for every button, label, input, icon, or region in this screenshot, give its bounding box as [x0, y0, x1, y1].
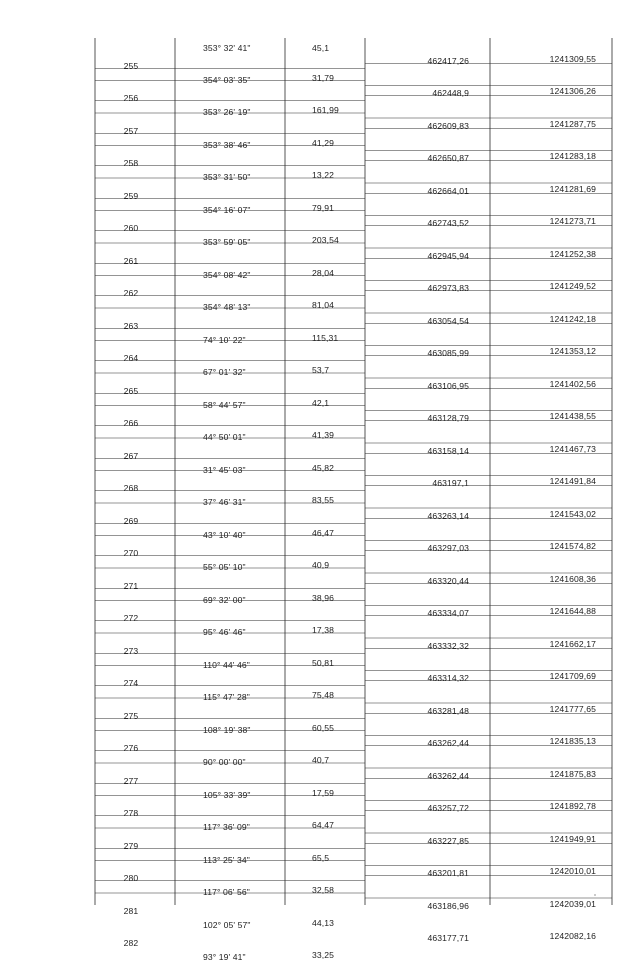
segment-angle: 93° 19' 41": [203, 952, 246, 962]
coord-x: 463263,14: [427, 510, 469, 521]
coord-x: 463262,44: [427, 770, 469, 781]
coord-y: 1241283,18: [549, 151, 596, 161]
point-number: 281: [123, 905, 139, 916]
coord-x: 463177,71: [427, 933, 469, 943]
point-number: 271: [123, 580, 139, 591]
coord-y: 1242039,01: [549, 898, 596, 909]
coord-y: 1241949,91: [549, 833, 596, 844]
coord-x: 463197,1: [432, 478, 469, 488]
segment-length: 41,39: [312, 430, 335, 440]
point-number: 260: [123, 223, 139, 233]
point-number: 276: [123, 743, 139, 753]
point-number: 259: [123, 190, 139, 201]
segment-angle: 95° 46' 46": [203, 627, 246, 637]
coord-x: 463054,54: [427, 315, 469, 326]
coord-x: 463257,72: [427, 803, 469, 813]
segment-length: 79,91: [312, 202, 335, 213]
coord-x: 463186,96: [427, 900, 469, 911]
segment-angle: 353° 26' 19": [203, 107, 251, 117]
segment-length: 45,82: [312, 462, 335, 473]
coord-y: 1241709,69: [549, 671, 596, 681]
coord-y: 1241353,12: [549, 346, 596, 356]
point-number: 269: [123, 515, 139, 526]
coord-x: 463297,03: [427, 543, 469, 553]
point-number: 258: [123, 158, 139, 168]
point-number: 280: [123, 873, 139, 883]
segment-length: 53,7: [312, 365, 330, 375]
point-number: 275: [123, 710, 139, 721]
segment-length: 42,1: [312, 397, 330, 408]
segment-angle: 353° 31' 50": [203, 172, 251, 182]
segment-angle: 353° 38' 46": [203, 139, 251, 150]
coord-y: 1241281,69: [549, 183, 596, 194]
segment-angle: 69° 32' 00": [203, 594, 246, 605]
coord-x: 462743,52: [427, 218, 469, 228]
segment-angle: 113° 25' 34": [203, 854, 250, 865]
point-number: 277: [123, 775, 139, 786]
coord-y: 1241273,71: [549, 216, 596, 226]
segment-angle: 354° 48' 13": [203, 302, 251, 312]
coord-y: 1241777,65: [549, 703, 596, 714]
coord-x: 463227,85: [427, 835, 469, 846]
coord-x: 463106,95: [427, 380, 469, 391]
segment-length: 115,31: [312, 332, 339, 343]
segment-length: 44,13: [312, 917, 335, 928]
coord-y: 1241402,56: [549, 378, 596, 389]
coord-y: 1241875,83: [549, 768, 596, 779]
segment-angle: 31° 45' 03": [203, 464, 246, 475]
coord-x: 463128,79: [427, 413, 469, 423]
coord-x: 462609,83: [427, 120, 469, 131]
coord-x: 463314,32: [427, 673, 469, 683]
point-number: 267: [123, 450, 139, 461]
segment-length: 41,29: [312, 137, 335, 148]
coord-x: 463201,81: [427, 868, 469, 878]
segment-angle: 44° 50' 01": [203, 432, 246, 442]
coord-y: 1241543,02: [549, 508, 596, 519]
coord-y: 1242010,01: [549, 866, 596, 876]
coord-x: 462417,26: [427, 55, 469, 66]
segment-length: 65,5: [312, 852, 330, 863]
segment-length: 60,55: [312, 722, 335, 733]
coord-y: 1241249,52: [549, 281, 596, 291]
segment-length: 83,55: [312, 495, 335, 505]
segment-length: 33,25: [312, 950, 335, 960]
point-number: 272: [123, 613, 139, 623]
segment-length: 13,22: [312, 170, 335, 180]
point-number: 261: [123, 255, 139, 266]
segment-angle: 108° 19' 38": [203, 724, 251, 735]
segment-length: 17,38: [312, 625, 335, 635]
segment-angle: 74° 10' 22": [203, 334, 246, 345]
page-speck: [594, 894, 596, 896]
segment-angle: 37° 46' 31": [203, 497, 246, 507]
segment-angle: 67° 01' 32": [203, 367, 246, 377]
segment-length: 28,04: [312, 267, 335, 278]
coord-y: 1241309,55: [549, 53, 596, 64]
coord-x: 463332,32: [427, 640, 469, 651]
coord-y: 1241287,75: [549, 118, 596, 129]
segment-angle: 354° 08' 42": [203, 269, 251, 280]
coord-x: 463085,99: [427, 348, 469, 358]
coord-y: 1241491,84: [549, 476, 596, 486]
point-number: 274: [123, 678, 139, 688]
segment-angle: 354° 16' 07": [203, 204, 251, 215]
coord-x: 463262,44: [427, 738, 469, 748]
point-number: 282: [123, 938, 139, 948]
point-number: 265: [123, 385, 139, 396]
coord-y: 1242082,16: [549, 931, 596, 941]
coord-y: 1241644,88: [549, 606, 596, 616]
segment-angle: 105° 33' 39": [203, 789, 251, 800]
segment-length: 203,54: [312, 235, 339, 245]
segment-angle: 354° 03' 35": [203, 74, 251, 85]
coord-x: 462664,01: [427, 185, 469, 196]
point-number: 266: [123, 418, 139, 428]
coord-y: 1241892,78: [549, 801, 596, 811]
coord-x: 462650,87: [427, 153, 469, 163]
segment-length: 32,58: [312, 885, 335, 895]
coord-y: 1241574,82: [549, 541, 596, 551]
coord-y: 1241306,26: [549, 86, 596, 96]
coord-y: 1241608,36: [549, 573, 596, 584]
coord-y: 1241662,17: [549, 638, 596, 649]
point-number: 273: [123, 645, 139, 656]
coord-x: 462945,94: [427, 250, 469, 261]
segment-length: 50,81: [312, 657, 335, 668]
coord-x: 462973,83: [427, 283, 469, 293]
point-number: 256: [123, 93, 139, 103]
point-number: 257: [123, 125, 139, 136]
segment-length: 40,9: [312, 560, 330, 570]
segment-length: 45,1: [312, 43, 330, 53]
segment-length: 17,59: [312, 787, 335, 798]
segment-angle: 90° 00' 00": [203, 757, 246, 767]
coord-y: 1241467,73: [549, 443, 596, 454]
coord-x: 463320,44: [427, 575, 469, 586]
segment-length: 38,96: [312, 592, 335, 603]
coord-x: 463158,14: [427, 445, 469, 456]
segment-length: 81,04: [312, 300, 335, 310]
point-number: 278: [123, 808, 139, 818]
segment-angle: 43° 10' 40": [203, 529, 246, 540]
point-number: 263: [123, 320, 139, 331]
segment-angle: 115° 47' 28": [203, 692, 250, 702]
segment-angle: 353° 32' 41": [203, 43, 251, 53]
point-number: 264: [123, 353, 139, 363]
coord-y: 1241252,38: [549, 248, 596, 259]
point-number: 255: [123, 60, 139, 71]
segment-length: 64,47: [312, 820, 335, 830]
segment-length: 40,7: [312, 755, 330, 765]
point-number: 279: [123, 840, 139, 851]
point-number: 262: [123, 288, 139, 298]
segment-angle: 110° 44' 46": [203, 659, 250, 670]
segment-length: 161,99: [312, 105, 339, 115]
segment-length: 46,47: [312, 527, 335, 538]
coord-x: 463334,07: [427, 608, 469, 618]
coord-y: 1241835,13: [549, 736, 596, 746]
coord-x: 463281,48: [427, 705, 469, 716]
point-number: 270: [123, 548, 139, 558]
segment-length: 31,79: [312, 72, 335, 83]
segment-angle: 55° 05' 10": [203, 562, 246, 572]
coord-x: 462448,9: [432, 88, 469, 98]
segment-angle: 117° 36' 09": [203, 822, 250, 832]
segment-angle: 58° 44' 57": [203, 399, 246, 410]
coord-y: 1241438,55: [549, 411, 596, 421]
segment-angle: 117° 06' 56": [203, 887, 250, 897]
coord-y: 1241242,18: [549, 313, 596, 324]
point-number: 268: [123, 483, 139, 493]
segment-length: 75,48: [312, 690, 335, 700]
segment-angle: 102° 05' 57": [203, 919, 251, 930]
segment-angle: 353° 59' 05": [203, 237, 251, 247]
